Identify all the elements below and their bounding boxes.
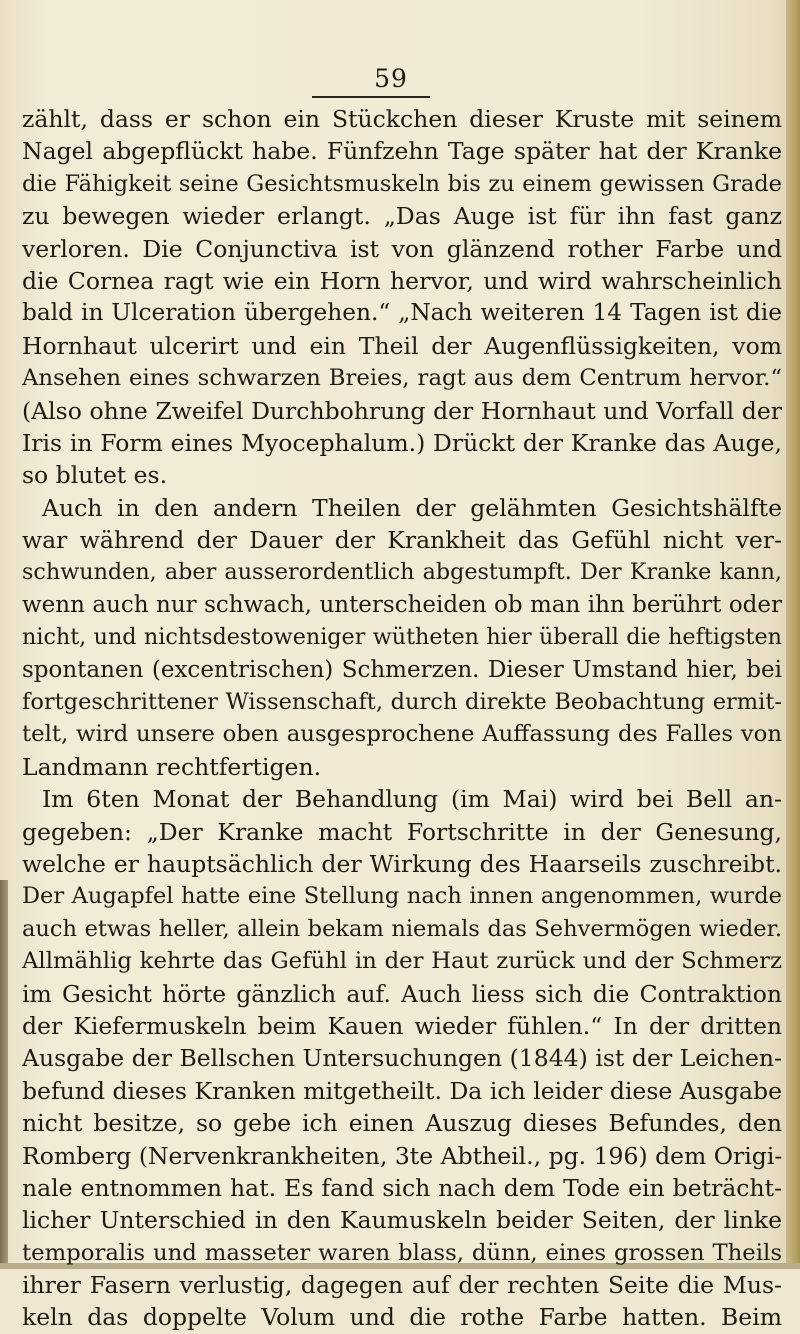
text-line: schwunden, aber ausserordentlich abgestumpft. Der Kranke kann, [22,559,782,586]
text-line: licher Unterschied in den Kaumuskeln beider Seiten, der linke [22,1206,782,1235]
page-left-edge-shadow [0,880,8,1269]
text-line: Romberg (Nervenkrankheiten, 3te Abtheil., pg. 196) dem Origi- [22,1141,783,1170]
text-line: keln das doppelte Volum und die rothe Farbe hatten. Beim [22,1303,782,1332]
text-line: Allmählig kehrte das Gefühl in der Haut zurück und der Schmerz [22,948,782,975]
text-line: im Gesicht hörte gänzlich auf. Auch liess sich die Contraktion [22,979,782,1008]
text-line: (Also ohne Zweifel Durchbohrung der Hornhaut und Vorfall der [22,396,782,425]
body-text [22,103,782,1334]
text-line: Hornhaut ulcerirt und ein Theil der Augenflüssigkeiten, vom [22,331,782,360]
text-line: Ausgabe der Bellschen Untersuchungen (1844) ist der Leichen- [22,1044,782,1073]
text-line: verloren. Die Conjunctiva ist von glänzend rother Farbe und [22,234,782,263]
text-line: befund dieses Kranken mitgetheilt. Da ich leider diese Ausgabe [22,1076,782,1105]
text-line: nicht besitze, so gebe ich einen Auszug dieses Befundes, den [22,1109,782,1138]
text-line: Nagel abgepflückt habe. Fünfzehn Tage später hat der Kranke [22,137,782,166]
header-rule [312,96,430,98]
text-line: Landmann rechtfertigen. [22,752,322,781]
text-line: welche er hauptsächlich der Wirkung des Haarseils zuschreibt. [22,849,782,878]
text-line: wenn auch nur schwach, unterscheiden ob man ihn berührt oder [22,591,782,618]
text-line: temporalis und masseter waren blass, dünn, eines grossen Theils [22,1239,782,1266]
text-line: zu bewegen wieder erlangt. „Das Auge ist für ihn fast ganz [22,202,782,231]
text-line: spontanen (excentrischen) Schmerzen. Dieser Umstand hier, bei [22,656,782,683]
text-line: war während der Dauer der Krankheit das Gefühl nicht ver- [22,526,782,555]
text-line: der Kiefermuskeln beim Kauen wieder fühlen.“ In der dritten [22,1011,782,1040]
text-line: so blutet es. [22,461,168,490]
text-line: Iris in Form eines Myocephalum.) Drückt der Kranke das Auge, [22,428,782,457]
text-line: nale entnommen hat. Es fand sich nach dem Tode ein beträcht- [22,1173,782,1202]
text-line: bald in Ulceration übergehen.“ „Nach weiteren 14 Tagen ist die [22,299,782,327]
text-line: fortgeschrittener Wissenschaft, durch direkte Beobachtung ermit- [22,689,782,716]
text-line: auch etwas heller, allein bekam niemals das Sehvermögen wieder. [22,915,782,942]
text-line: Auch in den andern Theilen der gelähmten Gesichtshälfte [42,493,782,522]
text-line: die Fähigkeit seine Gesichtsmuskeln bis zu einem gewissen Grade [22,170,782,197]
text-line: nicht, und nichtsdestoweniger wütheten hier überall die heftigsten [22,624,782,651]
text-line: ihrer Fasern verlustig, dagegen auf der rechten Seite die Mus- [22,1271,782,1300]
page-number: 59 [374,64,408,93]
text-line: telt, wird unsere oben ausgesprochene Auffassung des Falles von [22,721,782,748]
text-line: Ansehen eines schwarzen Breies, ragt aus dem Centrum hervor.“ [22,365,782,392]
text-line: die Cornea ragt wie ein Horn hervor, und wird wahrscheinlich [22,266,782,295]
page-right-edge [786,0,800,1269]
text-line: Der Augapfel hatte eine Stellung nach innen angenommen, wurde [22,883,782,910]
text-line: gegeben: „Der Kranke macht Fortschritte in der Genesung, [22,817,782,846]
text-line: Im 6ten Monat der Behandlung (im Mai) wird bei Bell an- [42,785,782,814]
text-line: zählt, dass er schon ein Stückchen dieser Kruste mit seinem [22,105,782,133]
